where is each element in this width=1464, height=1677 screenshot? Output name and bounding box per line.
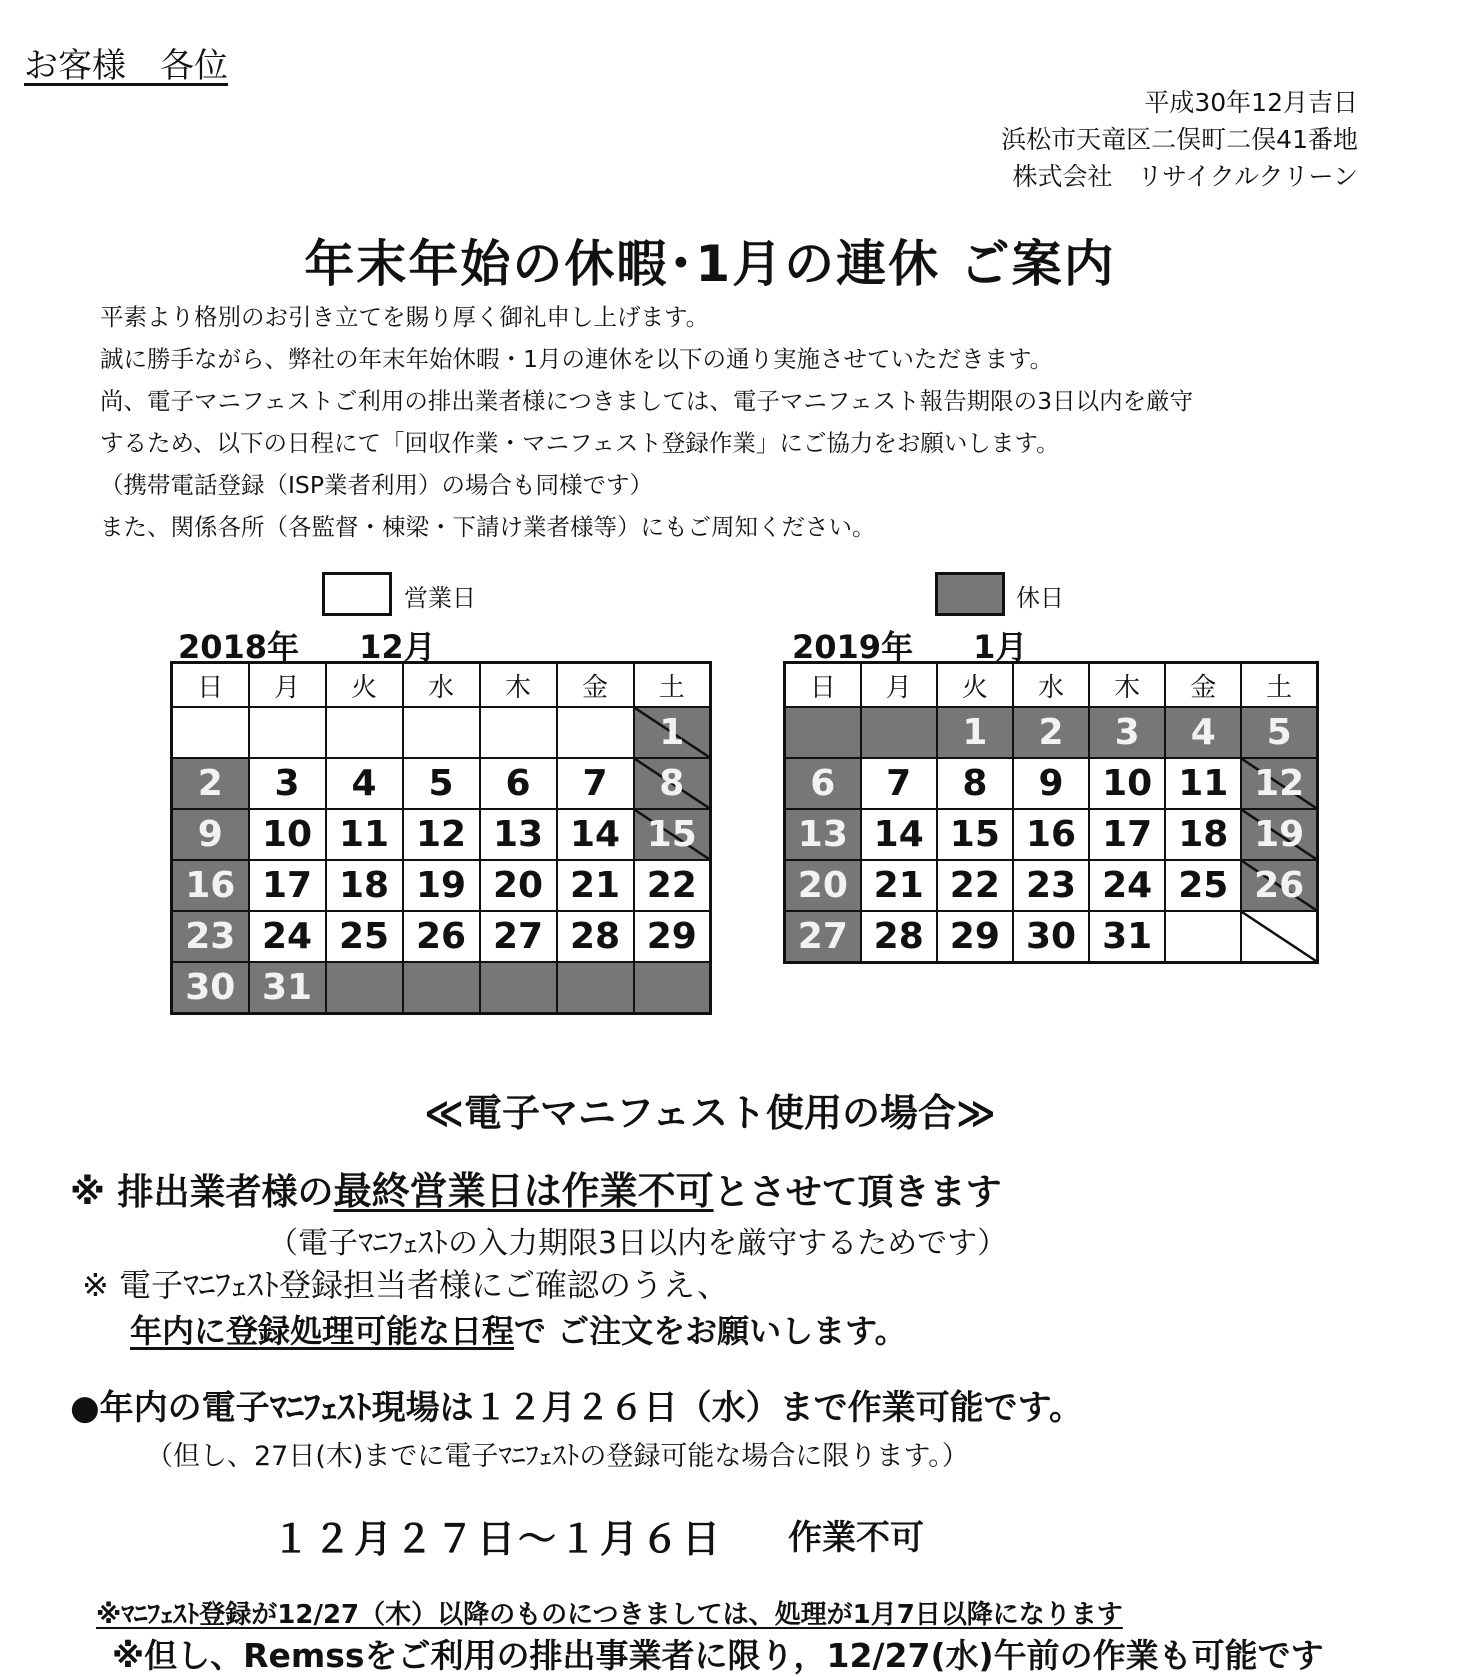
calendar-day-holiday: 6 (785, 758, 861, 809)
sender-block (1001, 84, 1358, 195)
calendar-day-business: 22 (634, 860, 711, 911)
calendar-day-holiday: 20 (785, 860, 861, 911)
issue-date: 平成30年12月吉日 (1144, 88, 1358, 117)
calendar-day-business: 22 (937, 860, 1013, 911)
footnote: ※ﾏﾆﾌｪｽﾄ登録が12/27（木）以降のものにつきましては、処理が1月7日以降になります (96, 1600, 1123, 1630)
calendar-week-row (172, 962, 711, 1014)
calendar-year: 2019年 (792, 628, 914, 666)
calendar-week-row (172, 707, 711, 758)
weekday-header: 火 (937, 663, 1013, 708)
calendar-day-holiday: 12 (1241, 758, 1317, 809)
calendar-month: 1月 (973, 628, 1028, 666)
calendar-day-holiday: 19 (1241, 809, 1317, 860)
calendar-day-business: 11 (326, 809, 403, 860)
calendar-day-business: 24 (249, 911, 326, 962)
calendar-day-business (249, 707, 326, 758)
calendar-day-business: 5 (403, 758, 480, 809)
weekday-header: 木 (480, 663, 557, 708)
calendar-day-business: 28 (861, 911, 937, 963)
weekday-header: 日 (172, 663, 249, 708)
weekday-header: 日 (785, 663, 861, 708)
weekday-header: 金 (1165, 663, 1241, 708)
weekday-header: 火 (326, 663, 403, 708)
weekday-header: 水 (1013, 663, 1089, 708)
calendar-day-business: 30 (1013, 911, 1089, 963)
calendar-day-holiday: 13 (785, 809, 861, 860)
calendar-day-business (1165, 911, 1241, 963)
calendar-day-business: 16 (1013, 809, 1089, 860)
intro-line: 平素より格別のお引き立てを賜り厚く御礼申し上げます。 (100, 303, 710, 331)
calendar-day-holiday (480, 962, 557, 1014)
calendar-day-business: 7 (861, 758, 937, 809)
calendar-day-business: 9 (1013, 758, 1089, 809)
manifest-section-heading: ≪電子マニフェスト使用の場合≫ (424, 1091, 996, 1135)
intro-line: （携帯電話登録（ISP業者利用）の場合も同様です） (100, 471, 654, 499)
weekday-header-row (785, 663, 1318, 708)
calendar-day-holiday: 5 (1241, 707, 1317, 758)
calendar-day-business: 28 (557, 911, 634, 962)
calendar-day-holiday: 23 (172, 911, 249, 962)
calendar-day-business (172, 707, 249, 758)
weekday-header-row (172, 663, 711, 708)
calendar-day-business: 8 (937, 758, 1013, 809)
notice-text: 排出業者様の (117, 1172, 334, 1213)
calendar-day-business: 12 (403, 809, 480, 860)
weekday-header: 土 (1241, 663, 1317, 708)
notice-emphasis: 年内に登録処理可能な日程 (130, 1312, 515, 1350)
notice-year-end-workable: ●年内の電子ﾏﾆﾌｪｽﾄ現場は１２月２６日（水）まで作業可能です。 (70, 1388, 1083, 1428)
calendar-week-row (172, 758, 711, 809)
notice-confirm-detail (130, 1306, 907, 1352)
calendar-day-holiday (403, 962, 480, 1014)
calendar-day-holiday: 26 (1241, 860, 1317, 911)
calendar-week-row (785, 809, 1318, 860)
calendar-week-row (785, 707, 1318, 758)
calendar-day-business (403, 707, 480, 758)
page-title: 年末年始の休暇･1月の連休 ご案内 (304, 235, 1116, 293)
closed-label: 作業不可 (788, 1518, 924, 1558)
calendar-day-holiday: 30 (172, 962, 249, 1014)
intro-line: 誠に勝手ながら、弊社の年末年始休暇・1月の連休を以下の通り実施させていただきます。 (100, 345, 1054, 373)
legend-work-label: 営業日 (404, 584, 476, 612)
weekday-header: 木 (1089, 663, 1165, 708)
calendar-day-business: 24 (1089, 860, 1165, 911)
intro-line: 尚、電子マニフェストご利用の排出業者様につきましては、電子マニフェスト報告期限の3日以内を厳守 (100, 387, 1194, 415)
calendar-day-business: 17 (249, 860, 326, 911)
calendar-week-row (785, 758, 1318, 809)
december-calendar (170, 661, 712, 1015)
calendar-day-business: 11 (1165, 758, 1241, 809)
calendar-day-business (1241, 911, 1317, 963)
legend-work-swatch (322, 572, 392, 616)
notice-last-business-day (70, 1160, 1002, 1215)
weekday-header: 金 (557, 663, 634, 708)
calendar-day-business: 27 (480, 911, 557, 962)
calendar-month: 12月 (359, 628, 436, 666)
calendar-day-holiday (861, 707, 937, 758)
calendar-day-business (557, 707, 634, 758)
calendar-day-business: 17 (1089, 809, 1165, 860)
calendar-day-holiday (557, 962, 634, 1014)
footnote: ※但し、Remssをご利用の排出事業者に限り，12/27(水)午前の作業も可能です (112, 1636, 1324, 1675)
calendar-day-holiday: 1 (937, 707, 1013, 758)
calendar-day-business: 29 (634, 911, 711, 962)
legend-holiday-label: 休日 (1016, 584, 1064, 612)
calendar-day-business: 21 (557, 860, 634, 911)
calendar-day-business: 14 (557, 809, 634, 860)
calendar-day-business: 15 (937, 809, 1013, 860)
january-calendar (783, 661, 1319, 964)
calendar-day-business: 25 (1165, 860, 1241, 911)
calendar-day-holiday (634, 962, 711, 1014)
weekday-header: 水 (403, 663, 480, 708)
notice-note: （但し、27日(木)までに電子ﾏﾆﾌｪｽﾄの登録可能な場合に限ります。） (146, 1441, 969, 1472)
calendar-day-business: 18 (1165, 809, 1241, 860)
calendar-day-business: 19 (403, 860, 480, 911)
calendar-day-holiday: 27 (785, 911, 861, 963)
closed-date-range: １２月２７日～１月６日 (272, 1517, 724, 1561)
calendar-day-holiday: 15 (634, 809, 711, 860)
calendar-day-holiday (326, 962, 403, 1014)
salutation: お客様 各位 (24, 46, 228, 86)
calendar-day-business: 3 (249, 758, 326, 809)
calendar-day-holiday: 9 (172, 809, 249, 860)
calendar-day-business: 20 (480, 860, 557, 911)
intro-line: また、関係各所（各監督・棟梁・下請け業者様等）にもご周知ください。 (100, 513, 876, 541)
calendar-day-holiday: 1 (634, 707, 711, 758)
calendar-day-business: 31 (1089, 911, 1165, 963)
calendar-day-holiday: 8 (634, 758, 711, 809)
weekday-header: 土 (634, 663, 711, 708)
intro-line: するため、以下の日程にて「回収作業・マニフェスト登録作業」にご協力をお願いします。 (100, 429, 1060, 457)
calendar-day-business: 7 (557, 758, 634, 809)
calendar-day-holiday: 2 (1013, 707, 1089, 758)
calendar-day-business: 10 (249, 809, 326, 860)
calendar-day-business: 29 (937, 911, 1013, 963)
notice-emphasis: 最終営業日は作業不可 (333, 1169, 714, 1213)
calendar-day-holiday: 3 (1089, 707, 1165, 758)
calendar-day-holiday: 16 (172, 860, 249, 911)
weekday-header: 月 (861, 663, 937, 708)
calendar-day-business: 23 (1013, 860, 1089, 911)
calendar-day-business (326, 707, 403, 758)
calendar-week-row (172, 860, 711, 911)
calendar-day-business: 6 (480, 758, 557, 809)
calendar-year: 2018年 (178, 628, 300, 666)
calendar-day-business: 13 (480, 809, 557, 860)
calendar-day-business: 10 (1089, 758, 1165, 809)
calendar-day-business: 4 (326, 758, 403, 809)
calendar-day-business: 18 (326, 860, 403, 911)
notice-text: とさせて頂きます (713, 1172, 1002, 1213)
company-name: 株式会社 リサイクルクリーン (1012, 162, 1358, 191)
notice-note: （電子ﾏﾆﾌｪｽﾄの入力期限3日以内を厳守するためです） (268, 1226, 1008, 1261)
notice-text: で ご注文をお願いします。 (514, 1312, 907, 1350)
weekday-header: 月 (249, 663, 326, 708)
calendar-week-row (172, 911, 711, 962)
calendar-day-holiday: 2 (172, 758, 249, 809)
calendar-week-row (785, 860, 1318, 911)
notice-confirm: ※ 電子ﾏﾆﾌｪｽﾄ登録担当者様にご確認のうえ、 (82, 1266, 729, 1304)
calendar-day-holiday: 4 (1165, 707, 1241, 758)
calendar-day-holiday: 31 (249, 962, 326, 1014)
calendar-day-business: 25 (326, 911, 403, 962)
calendar-day-holiday (785, 707, 861, 758)
legend-holiday-swatch (935, 572, 1005, 616)
calendar-week-row (785, 911, 1318, 963)
notice-mark: ※ (70, 1172, 105, 1213)
calendar-day-business: 14 (861, 809, 937, 860)
company-address: 浜松市天竜区二俣町二俣41番地 (1001, 125, 1358, 154)
calendar-day-business: 26 (403, 911, 480, 962)
calendar-week-row (172, 809, 711, 860)
calendar-day-business (480, 707, 557, 758)
intro-paragraph (100, 296, 1193, 548)
calendar-day-business: 21 (861, 860, 937, 911)
